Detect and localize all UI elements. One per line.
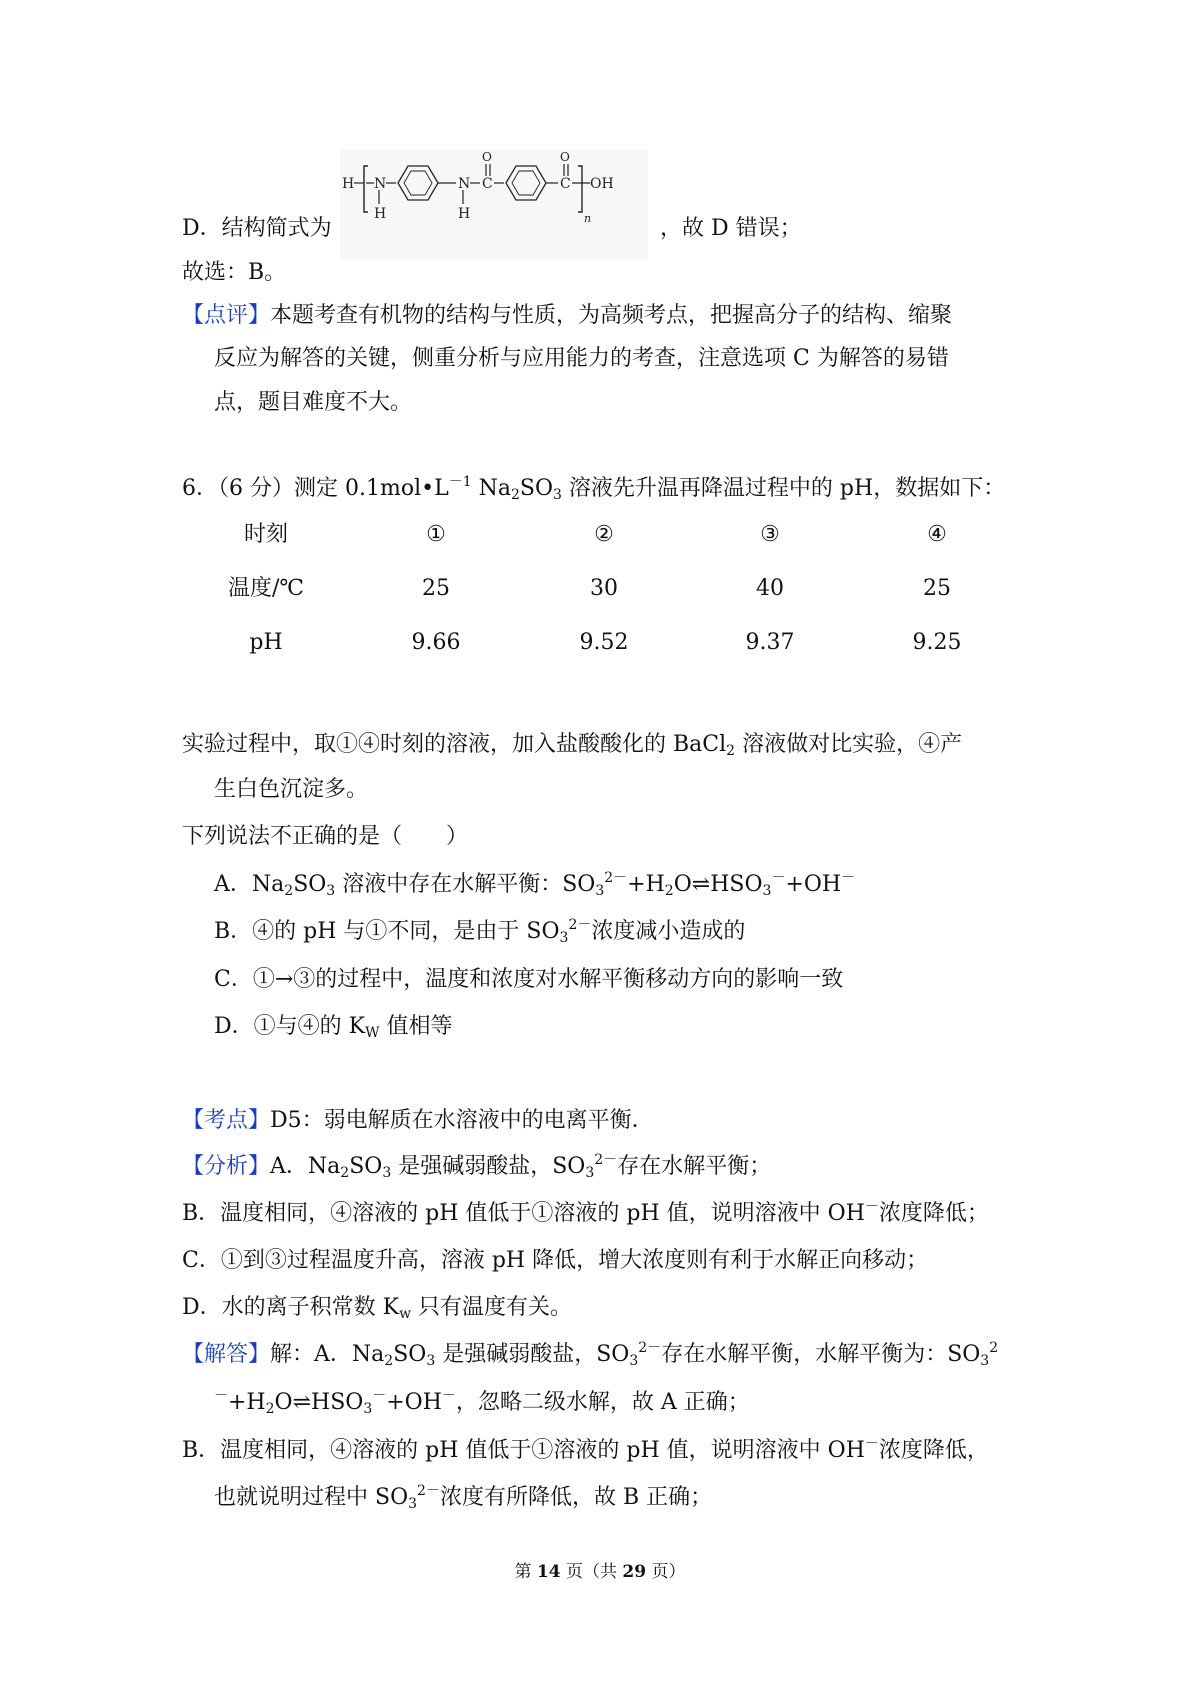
structure-oh: OH xyxy=(590,176,614,192)
table-cell: 9.66 xyxy=(411,630,461,655)
q6-experiment-line-2: 生白色沉淀多。 xyxy=(214,777,369,802)
table-cell: 9.37 xyxy=(745,630,795,655)
table-cell: 40 xyxy=(756,576,784,601)
q6-option-d: D．①与④的 $K_W$ 值相等 xyxy=(214,1014,453,1041)
table-cell: 9.25 xyxy=(912,630,962,655)
fenxi-tag: 【分析】 xyxy=(182,1154,271,1179)
q6-option-b: B．④的 pH 与①不同，是由于 $SO_3^{2-}$浓度减小造成的 xyxy=(214,917,746,946)
structure-c2-o: O xyxy=(560,150,570,164)
page-footer: 第 14 页（共 29 页） xyxy=(514,1562,686,1582)
structure-c1-o: O xyxy=(482,150,492,164)
q6-option-a: A．$Na_2SO_3$ 溶液中存在水解平衡：$SO_3^{2-}+H_2O\rightleftharpoons HSO_3^-+OH^-$ xyxy=(214,870,856,899)
review-line-3: 点，题目难度不大。 xyxy=(214,390,413,415)
prev-option-d-prefix: D．结构简式为 xyxy=(182,216,332,241)
prev-answer: 故选：B。 xyxy=(182,260,287,285)
polymer-structure-svg xyxy=(340,150,648,260)
structure-n2-h: H xyxy=(458,206,471,222)
table-header-cell: 时刻 xyxy=(243,522,288,547)
table-cell: pH xyxy=(249,630,283,655)
jieda-line-1: 【解答】解：A．$Na_2SO_3$ 是强碱弱酸盐，$SO_3^{2-}$存在水解平衡，水解平衡为：$SO_3^2$ xyxy=(182,1340,999,1369)
jieda-line-4: 也就说明过程中 $SO_3^{2-}$浓度有所降低，故 B 正确； xyxy=(214,1483,713,1512)
jieda-line-3: B．温度相同，④溶液的 pH 值低于①溶液的 pH 值，说明溶液中 OH－浓度降低， xyxy=(182,1436,989,1463)
review-line-1: 【点评】本题考查有机物的结构与性质，为高频考点，把握高分子的结构、缩聚 xyxy=(182,303,953,328)
structure-n1: N xyxy=(374,176,387,192)
q6-option-c: C．①→③的过程中，温度和浓度对水解平衡移动方向的影响一致 xyxy=(214,967,844,992)
structure-left-h: H xyxy=(342,176,355,192)
structure-n-subscript: n xyxy=(584,212,592,225)
jieda-line-2: $^-+H_2O\rightleftharpoons HSO_3^-+OH^-$，忽略二级水解，故 A 正确； xyxy=(214,1388,750,1417)
review-line-2: 反应为解答的关键，侧重分析与应用能力的考查，注意选项 C 为解答的易错 xyxy=(214,346,949,371)
table-row-ph xyxy=(0,628,1200,658)
prev-option-d-suffix: ，故 D 错误； xyxy=(660,216,802,241)
structure-n1-h: H xyxy=(374,206,387,222)
structure-c2: C xyxy=(560,176,571,192)
table-cell: 9.52 xyxy=(579,630,629,655)
jieda-tag: 【解答】 xyxy=(182,1342,271,1367)
total-pages: 29 xyxy=(622,1562,647,1582)
kaodian-line: 【考点】D5：弱电解质在水溶液中的电离平衡． xyxy=(182,1108,654,1133)
q6-ask: 下列说法不正确的是（ ） xyxy=(182,824,469,849)
structure-c1: C xyxy=(482,176,493,192)
review-tag: 【点评】 xyxy=(182,303,271,328)
q6-stem: 6．（6 分）测定 $0.1mol•L^{-1}$ $Na_2SO_3$ 溶液先升温再降温过程中的 pH，数据如下： xyxy=(182,474,1006,503)
fenxi-line-4: D．水的离子积常数 $K_w$ 只有温度有关。 xyxy=(182,1295,573,1322)
fenxi-line-1: 【分析】A．$Na_2SO_3$ 是强碱弱酸盐，$SO_3^{2-}$存在水解平衡； xyxy=(182,1152,772,1181)
table-header-cell: ③ xyxy=(760,522,780,547)
table-header-cell: ② xyxy=(594,522,614,547)
current-page-number: 14 xyxy=(536,1562,561,1582)
kaodian-tag: 【考点】 xyxy=(182,1108,271,1133)
fenxi-line-3: C．①到③过程温度升高，溶液 pH 降低，增大浓度则有利于水解正向移动； xyxy=(182,1248,929,1273)
table-header-cell: ① xyxy=(426,522,446,547)
polymer-structure-figure xyxy=(340,150,648,260)
fenxi-line-2: B．温度相同，④溶液的 pH 值低于①溶液的 pH 值，说明溶液中 OH－浓度降低； xyxy=(182,1199,989,1226)
table-cell: 温度/℃ xyxy=(227,576,305,601)
q6-experiment-line-1: 实验过程中，取①④时刻的溶液，加入盐酸酸化的 BaCl$_2$ 溶液做对比实验，④产 xyxy=(182,732,963,759)
table-cell: 25 xyxy=(923,576,951,601)
table-cell: 30 xyxy=(590,576,618,601)
structure-n2: N xyxy=(458,176,471,192)
table-header-row xyxy=(0,520,1200,550)
table-row-temperature xyxy=(0,574,1200,604)
table-header-cell: ④ xyxy=(927,522,947,547)
table-cell: 25 xyxy=(422,576,450,601)
